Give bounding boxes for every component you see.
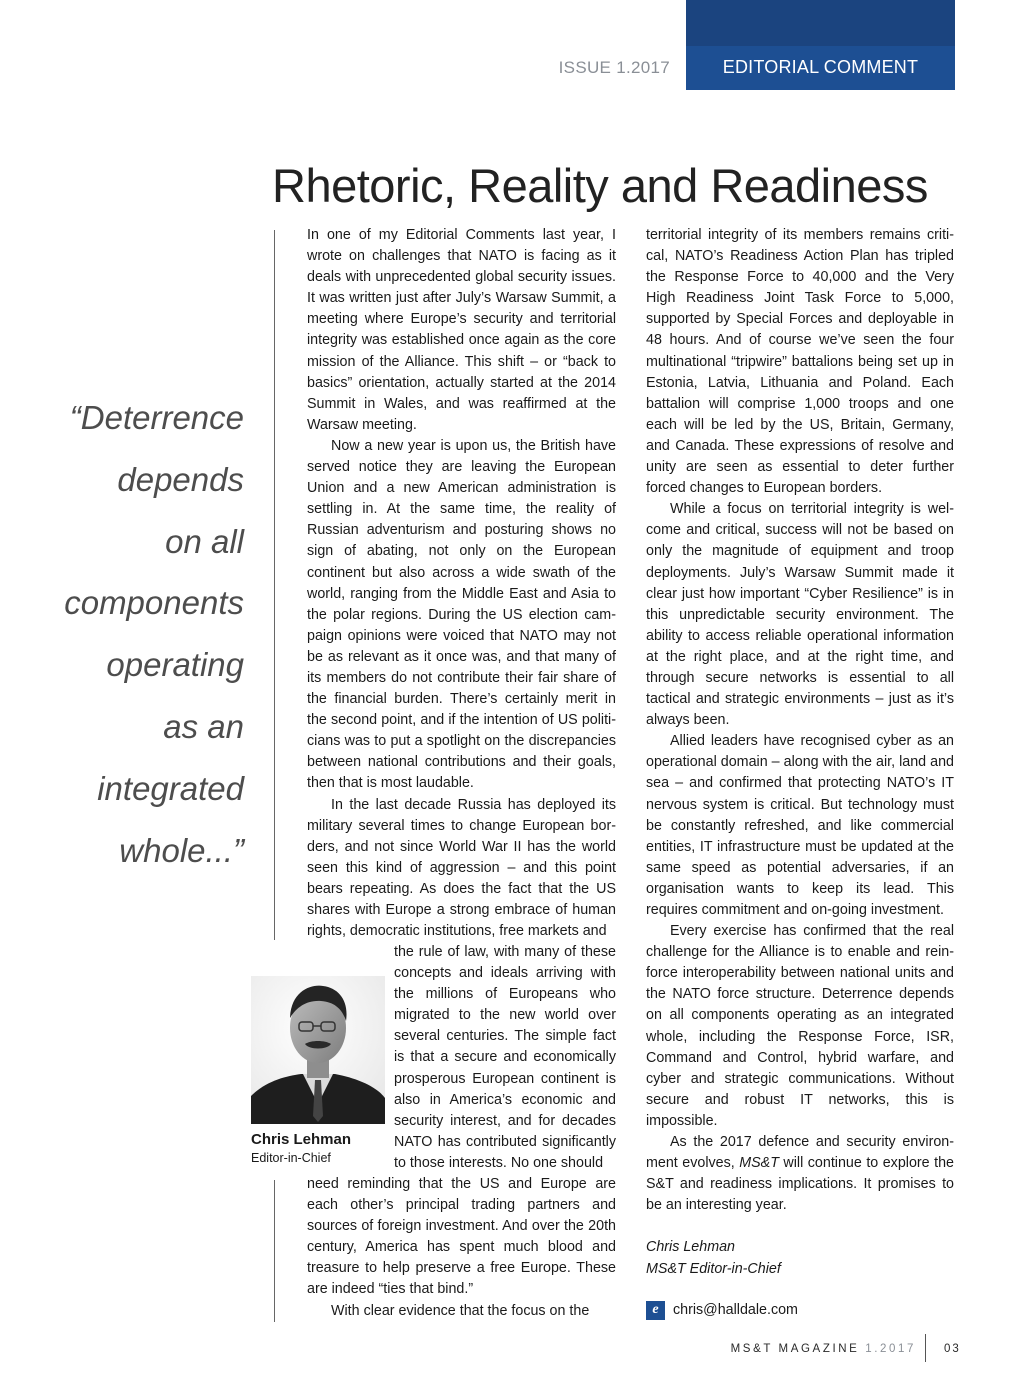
- signature-block: [646, 1237, 954, 1279]
- author-portrait-image: [251, 976, 385, 1124]
- pull-quote-line: depends: [117, 460, 244, 498]
- body-paragraph: the rule of law, with many of these concepts and ideals arriving with the millions of Europeans who migrated to the new world over several centuries. The simple fact is that a secure and economically prosperous European continent is also in America’s economic and security interest, and for decades NATO has contributed significantly to those interests. No one should: [394, 944, 616, 1171]
- section-tab-label: EDITORIAL COMMENT: [722, 57, 919, 77]
- body-paragraph: Every exercise has confirmed that the real challenge for the Alliance is to enable and reinforce interoperability between national units and the NATO force structure. Deterrence depends on all components operating as an integrated whole, including the Response Force, ISR, Command and Control, hybrid warfare, and cyber and strategic communications. Without secure and robust IT networks, this is impossible.: [646, 923, 954, 1129]
- signature-title: MS&T Editor-in-Chief: [646, 1260, 781, 1277]
- pull-quote-line: as an: [163, 707, 244, 745]
- closing-text-a: As the 2017 defence and security environment evolves,: [646, 1134, 954, 1172]
- body-column-2: [646, 225, 954, 1280]
- body-paragraph: Allied leaders have recognised cyber as an operational domain – along with the air, land and sea – and confirmed that protecting NATO’s IT nervous system is critical. But technology must be constantly refreshed, and like commercial entities, IT infrastructure must be updated at the same speed as potential adversaries, if an organisation wants to keep its lead. This requires commitment and on-going investment.: [646, 733, 954, 918]
- page-number: 03: [944, 1343, 961, 1355]
- body-paragraph: In the last decade Russia has deployed its military several times to change European borders, and not since World War II has the world seen this kind of aggression – and this point bears repeating. As does the fact that the US shares with Europe a strong embrace of human rights, democratic institutions, free markets and: [307, 796, 616, 940]
- magazine-name-italic: MS&T: [739, 1155, 779, 1172]
- footer-magazine-name: MS&T MAGAZINE: [730, 1343, 860, 1355]
- photo-caption-name: Chris Lehman: [251, 1131, 352, 1148]
- pull-quote-line: integrated: [97, 769, 244, 807]
- body-paragraph: Now a new year is upon us, the British have served notice they are leaving the European Union and a new American administration is settling in. At the same time, the reality of Russian adventurism and posturing shows no sign of abating, not only on the European continent but also across a wide swath of the world, ranging from the Middle East and Asia to the polar regions. During the US election campaign opinions were voiced that NATO may not be as relevant as it once was, and that many of its members do not contribute their fair share of the financial burden. There’s certainly merit in the second point, and if the intention of US politicians was to put a spotlight on the discrepancies between national contributions and their goals, then that is most laudable.: [307, 437, 616, 792]
- body-paragraph: While a focus on territorial integrity is welcome and critical, success will not be based on only the magnitude of equipment and troop deployments. July’s Warsaw Summit made it clear just how important “Cyber Resilience” is in this unpredictable security environment. The ability to access reliable operational information at the right place, and at the right time, and through secure networks is essential to all tactical and strategic environments – just as it’s always been.: [646, 501, 954, 729]
- footer-divider: [925, 1334, 926, 1362]
- footer-year: 1.2017: [865, 1343, 916, 1355]
- article-title: Rhetoric, Reality and Readiness: [272, 159, 928, 212]
- body-paragraph: In one of my Editorial Comments last year, I wrote on challenges that NATO is facing as it deals with unprecedented global security issues. It was written just after July’s Warsaw Summit, a meeting where Europe’s security and territorial integrity was established once again as the core mission of the Alliance. This shift – or “back to basics” orientation, actually started at the 2014 Summit in Wales, and was reaffirmed at the Warsaw meeting.: [307, 227, 616, 433]
- body-column-1-top: [307, 225, 616, 942]
- section-tab: [686, 0, 955, 90]
- email-link[interactable]: chris@halldale.com: [673, 1302, 798, 1318]
- left-vertical-rule-top: [274, 230, 275, 940]
- body-paragraph: territorial integrity of its members remains critical, NATO’s Readiness Action Plan has tripled the Response Force to 40,000 and the Very High Readiness Joint Task Force to 5,000, supported by Special Forces and deployable in 48 hours. And of course we’ve seen the four multinational “tripwire” battalions being set up in Estonia, Latvia, Lithuania and Poland. Each battalion will comprise 1,000 troops and one each will be led by the US, Britain, Germany, and Canada. These expressions of resolve and unity are seen as essential to deter further forced changes to European borders.: [646, 227, 954, 497]
- pull-quote-line: “Deterrence: [69, 399, 244, 436]
- photo-caption-role: Editor-in-Chief: [251, 1151, 331, 1165]
- email-contact: [646, 1299, 798, 1321]
- email-icon: e: [646, 1301, 665, 1320]
- footer-magazine: [720, 1343, 916, 1355]
- pull-quote-line: operating: [106, 646, 244, 684]
- signature-name: Chris Lehman: [646, 1239, 735, 1256]
- body-paragraph: With clear evidence that the focus on the: [331, 1302, 590, 1319]
- closing-text-b: will continue to explore the S&T and readiness implications. It promises to be an interesting year.: [646, 1155, 954, 1214]
- author-photo: [251, 976, 385, 1124]
- left-vertical-rule-bottom: [274, 1180, 275, 1322]
- pull-quote-line: whole...”: [119, 831, 244, 869]
- pull-quote: [30, 387, 244, 881]
- pull-quote-line: components: [64, 584, 244, 622]
- section-tab-top-band: [686, 0, 955, 46]
- body-paragraph: need reminding that the US and Europe are each other’s principal trading partners and sources of foreign investment. And over the 20th century, America has spent much blood and treasure to help preserve a free Europe. These are indeed “ties that bind.”: [307, 1176, 616, 1298]
- body-column-1-wrap: [394, 942, 616, 1174]
- issue-label: ISSUE 1.2017: [558, 58, 670, 77]
- body-paragraph-closing: [646, 1132, 954, 1216]
- pull-quote-line: on all: [165, 522, 244, 560]
- body-column-1-bottom: [307, 1174, 616, 1322]
